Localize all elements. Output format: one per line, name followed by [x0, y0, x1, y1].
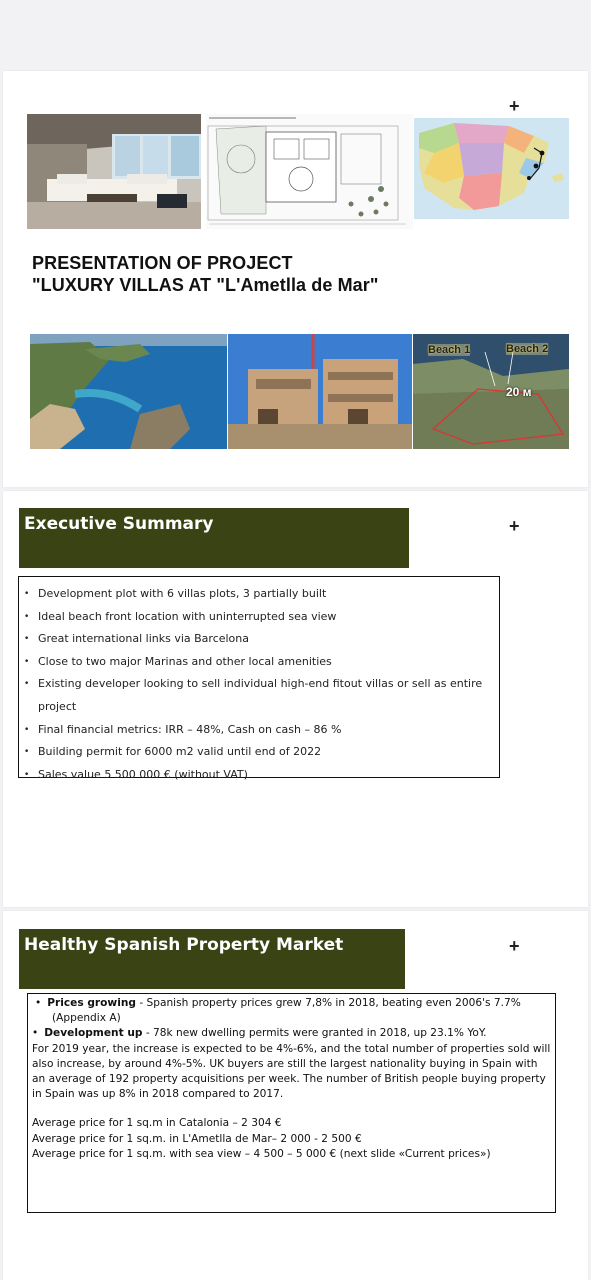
section-header: Executive Summary — [19, 508, 409, 568]
spain-map — [414, 118, 569, 219]
summary-list — [19, 583, 499, 786]
summary-bullet: • Existing developer looking to sell individual high-end fitout villas or sell as entire project — [19, 673, 499, 718]
summary-bullet: • Sales value 5 500 000 € (without VAT) — [19, 764, 499, 787]
development-up-item: • Development up - 78k new dwelling permits were granted in 2018, up 23.1% YoY. — [32, 1027, 487, 1040]
price-ametlla: Average price for 1 sq.m. in L'Ametlla de Mar– 2 000 - 2 500 € — [32, 1132, 362, 1145]
distance-label: 20 м — [506, 385, 532, 399]
appendix-ref: (Appendix A) — [52, 1012, 121, 1025]
add-button[interactable]: + — [509, 96, 520, 116]
price-sea-view: Average price for 1 sq.m. with sea view – 4 500 – 5 000 € (next slide «Current prices») — [32, 1147, 491, 1160]
construction-photo — [228, 334, 412, 449]
title-line-1: PRESENTATION OF PROJECT — [32, 253, 293, 273]
presentation-title — [32, 252, 379, 296]
market-box — [27, 993, 556, 1213]
aerial-plot-photo — [413, 334, 569, 449]
slide-executive-summary — [3, 491, 588, 907]
summary-bullet: • Final financial metrics: IRR – 48%, Cash on cash – 86 % — [19, 719, 499, 742]
summary-bullet: • Great international links via Barcelona — [19, 628, 499, 651]
beach2-label: Beach 2 — [506, 343, 549, 355]
slide-property-market — [3, 911, 588, 1280]
add-button[interactable]: + — [509, 936, 520, 956]
summary-bullet: • Building permit for 6000 m2 valid until end of 2022 — [19, 741, 499, 764]
prices-growing-label: Prices growing — [47, 997, 136, 1009]
prices-growing-item: • Prices growing - Spanish property prices grew 7,8% in 2018, beating even 2006's 7.7% — [35, 997, 521, 1009]
summary-bullet: • Development plot with 6 villas plots, 3 partially built — [19, 583, 499, 606]
add-button[interactable]: + — [509, 516, 520, 536]
development-up-text: - 78k new dwelling permits were granted in 2018, up 23.1% YoY. — [142, 1027, 487, 1040]
slide-presentation — [3, 71, 588, 487]
site-plan-drawing — [206, 114, 413, 229]
coastline-photo — [30, 334, 227, 449]
villa-interior-photo — [27, 114, 201, 229]
price-catalonia: Average price for 1 sq.m in Catalonia – 2 304 € — [32, 1117, 282, 1130]
prices-growing-text: - Spanish property prices grew 7,8% in 2018, beating even 2006's 7.7% — [135, 997, 521, 1009]
title-line-2: "LUXURY VILLAS AT "L'Ametlla de Mar" — [32, 275, 379, 295]
summary-bullet: • Ideal beach front location with uninterrupted sea view — [19, 606, 499, 629]
section-header: Healthy Spanish Property Market — [19, 929, 405, 989]
summary-bullet: • Close to two major Marinas and other local amenities — [19, 651, 499, 674]
market-paragraph: For 2019 year, the increase is expected to be 4%-6%, and the total number of properties sold will also increase, by around 4%-5%. UK buyers are still the largest nationality buying in Spain with an average of 192 property acquisitions per week. The number of British people buying property in Spain was up 8% in 2018 compared to 2017. — [32, 1042, 551, 1101]
beach1-label: Beach 1 — [428, 344, 471, 356]
development-up-label: Development up — [44, 1027, 143, 1040]
summary-box — [18, 576, 500, 781]
